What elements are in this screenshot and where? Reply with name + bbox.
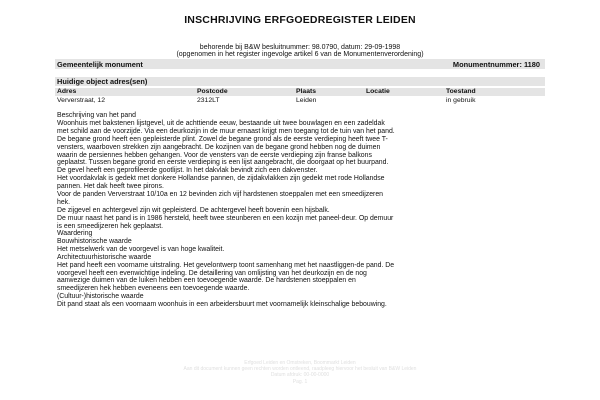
cell-adres: Ververstraat, 12 <box>57 97 105 104</box>
valuation-line: smeedijzeren hek hebben eveneens een toevoegende waarde. <box>57 285 250 293</box>
description-line: De muur naast het pand is in 1986 hersteld, heeft twee steunberen en een kozijn met paneel-deur. Op demuur <box>57 214 394 222</box>
valuation-line: aanwezige duimen van de luiken hebben een toevoegende waarde. De hardstenen stoeppalen en <box>57 277 356 285</box>
address-section-title: Huidige object adres(sen) <box>57 77 148 86</box>
column-header-locatie: Locatie <box>366 88 390 95</box>
cell-postcode: 2312LT <box>197 97 220 104</box>
description-line: Voor de panden Ververstraat 10/10a en 12 bevinden zich vijf hardstenen stoeppalen met een smeedijzeren <box>57 191 383 199</box>
description-line: pannen. Het dak heeft twee pirons. <box>57 183 164 191</box>
column-header-postcode: Postcode <box>197 88 228 95</box>
valuation-line: Dit pand staat als een voornaam woonhuis in een arbeidersbuurt met voornamelijk kleinschalige bebouwing. <box>57 301 387 309</box>
valuation-line: Waardering <box>57 230 93 237</box>
description-line: is een smeedijzeren hek geplaatst. <box>57 222 164 230</box>
description-block <box>57 112 547 231</box>
description-line: De gevel heeft een geprofileerde gootlijst. In het dakvlak bevindt zich een dakvenster. <box>57 167 318 175</box>
description-line: Beschrijving van het pand <box>57 112 136 119</box>
monument-number: Monumentnummer: 1180 <box>452 60 540 69</box>
footer-line: Erfgoed Leiden en Omstreken, Boommarkt Leiden <box>244 360 356 366</box>
cell-toestand: in gebruik <box>446 97 476 104</box>
decree-line: behorende bij B&W besluitnummer: 98.0790, datum: 29-09-1998 <box>199 44 401 51</box>
column-header-plaats: Plaats <box>296 88 317 95</box>
page-number: Pag. 1 <box>292 379 308 385</box>
valuation-line: Het pand heeft een voorname uitstraling. Het gevelontwerp toont samenhang met het naastliggen-de pand. De <box>57 261 395 269</box>
footer-line: Datum afdruk: 00-00-0000 <box>270 372 330 378</box>
valuation-block <box>57 230 547 309</box>
description-line: waarin de persiennes hebben gehangen. Voor de vensters van de eerste verdieping zijn franse balkons <box>57 151 372 159</box>
description-line: hek. <box>57 198 71 206</box>
cell-plaats: Leiden <box>296 97 317 104</box>
description-line: met schild aan de voorzijde. Via een deurkozijn in de muur ernaast krijgt men toegang tot de tuin van het pand. <box>57 127 395 135</box>
column-header-adres: Adres <box>57 88 77 95</box>
description-line: geplaatst. Tussen begane grond en eerste verdieping is een lijst aangebracht, die doorgaat op het buurpand. <box>57 159 389 167</box>
footer-line: Aan dit document kunnen geen rechten worden ontleend, raadpleeg hiervoor het besluit van B&W Leiden <box>183 366 417 372</box>
column-header-toestand: Toestand <box>446 88 476 95</box>
valuation-line: (Cultuur-)historische waarde <box>57 293 144 301</box>
description-line: Woonhuis met bakstenen lijstgevel, uit de achttiende eeuw, bestaande uit twee bouwlagen en een zadeldak <box>57 119 385 127</box>
register-note: (opgenomen in het register ingevolge artikel 6 van de Monumentenverordening) <box>176 51 424 58</box>
valuation-line: Architectuurhistorische waarde <box>57 253 152 261</box>
description-line: vensters, waarboven strekken zijn aangebracht. De kozijnen van de begane grond hebben nog de duimen <box>57 143 381 151</box>
valuation-line: Het metselwerk van de voorgevel is van hoge kwaliteit. <box>57 245 225 253</box>
monument-type: Gemeentelijk monument <box>57 60 143 69</box>
description-line: De begane grond heeft een gepleisterde plint. Zowel de begane grond als de eerste verdieping heeft twee T- <box>57 135 388 143</box>
valuation-line: voorgevel heeft een evenwichtige indeling. De detaillering van omlijsting van het deurkozijn en de nog <box>57 269 367 277</box>
description-line: De zijgevel en achtergevel zijn wit gepleisterd. De achtergevel heeft bovenin een hijsbalk. <box>57 206 330 214</box>
document-title: INSCHRIJVING ERFGOEDREGISTER LEIDEN <box>184 14 416 26</box>
valuation-line: Bouwhistorische waarde <box>57 237 132 245</box>
description-line: Het voordakvlak is gedekt met donkere Hollandse pannen, de zijdakvlakken zijn gedekt met rode Hollandse <box>57 175 385 183</box>
